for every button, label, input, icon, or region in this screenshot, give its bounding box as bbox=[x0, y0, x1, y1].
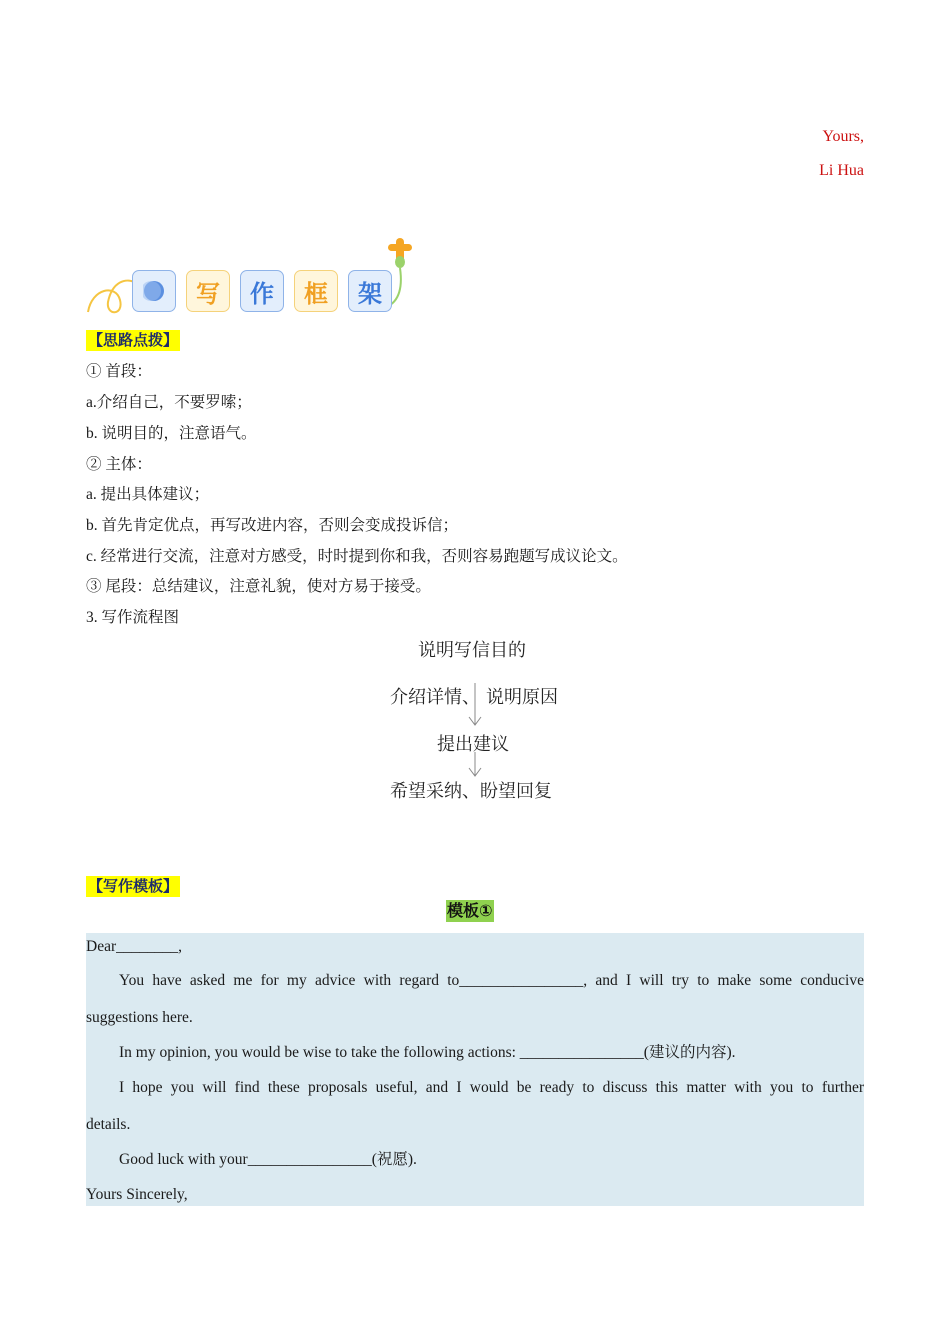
swirl-line bbox=[88, 281, 138, 313]
number-circle-icon bbox=[143, 280, 165, 302]
closing-yours: Yours, bbox=[822, 128, 864, 145]
banner-char-4: 架 bbox=[348, 270, 392, 312]
flow-step-2-left: 介绍详情、 bbox=[390, 687, 480, 708]
template-title: 模板① bbox=[447, 901, 493, 920]
template-para3-line2: details. bbox=[86, 1116, 131, 1133]
tip-line-9: 3. 写作流程图 bbox=[86, 609, 180, 626]
template-para1-line2: suggestions here. bbox=[86, 1009, 193, 1026]
tip-line-7: c. 经常进行交流，注意对方感受，时时提到你和我，否则容易跑题写成议论文。 bbox=[86, 548, 628, 565]
template-heading: 【写作模板】 bbox=[88, 877, 179, 895]
template-box bbox=[86, 933, 864, 1206]
template-signoff: Yours Sincerely, bbox=[86, 1186, 188, 1203]
flow-step-4: 希望采纳、盼望回复 bbox=[390, 781, 552, 802]
flow-step-3: 提出建议 bbox=[437, 734, 509, 755]
closing-name: Li Hua bbox=[819, 162, 864, 179]
banner-char-1: 写 bbox=[186, 270, 230, 312]
tip-line-1: ① 首段： bbox=[86, 363, 152, 380]
template-greeting: Dear________, bbox=[86, 938, 182, 955]
template-para1-line1: You have asked me for my advice with regard to________________, and I will try to make some conducive bbox=[119, 972, 864, 989]
section-banner bbox=[86, 238, 426, 322]
banner-number-box bbox=[132, 270, 176, 312]
tip-line-5: a. 提出具体建议； bbox=[86, 486, 210, 503]
tip-line-8: ③ 尾段：总结建议，注意礼貌，使对方易于接受。 bbox=[86, 578, 431, 595]
tip-line-2: a.介绍自己，不要罗嗦； bbox=[86, 394, 252, 411]
flow-arrow-down-icon bbox=[468, 752, 482, 778]
template-para3-line1: I hope you will find these proposals useful, and I would be ready to discuss this matter with you to further bbox=[119, 1079, 864, 1096]
tips-heading: 【思路点拨】 bbox=[88, 331, 179, 349]
template-para4: Good luck with your________________(祝愿). bbox=[119, 1151, 417, 1168]
flow-arrow-down-icon bbox=[468, 683, 482, 727]
tip-line-4: ② 主体： bbox=[86, 456, 152, 473]
banner-char-3: 框 bbox=[294, 270, 338, 312]
tip-line-3: b. 说明目的，注意语气。 bbox=[86, 425, 257, 442]
flow-step-1: 说明写信目的 bbox=[418, 640, 526, 661]
flower-icon bbox=[388, 238, 412, 268]
template-para2: In my opinion, you would be wise to take the following actions: ________________(建议的内容). bbox=[119, 1044, 736, 1061]
tip-line-6: b. 首先肯定优点，再写改进内容，否则会变成投诉信； bbox=[86, 517, 459, 534]
banner-char-2: 作 bbox=[240, 270, 284, 312]
flow-step-2-right: 说明原因 bbox=[486, 687, 558, 708]
